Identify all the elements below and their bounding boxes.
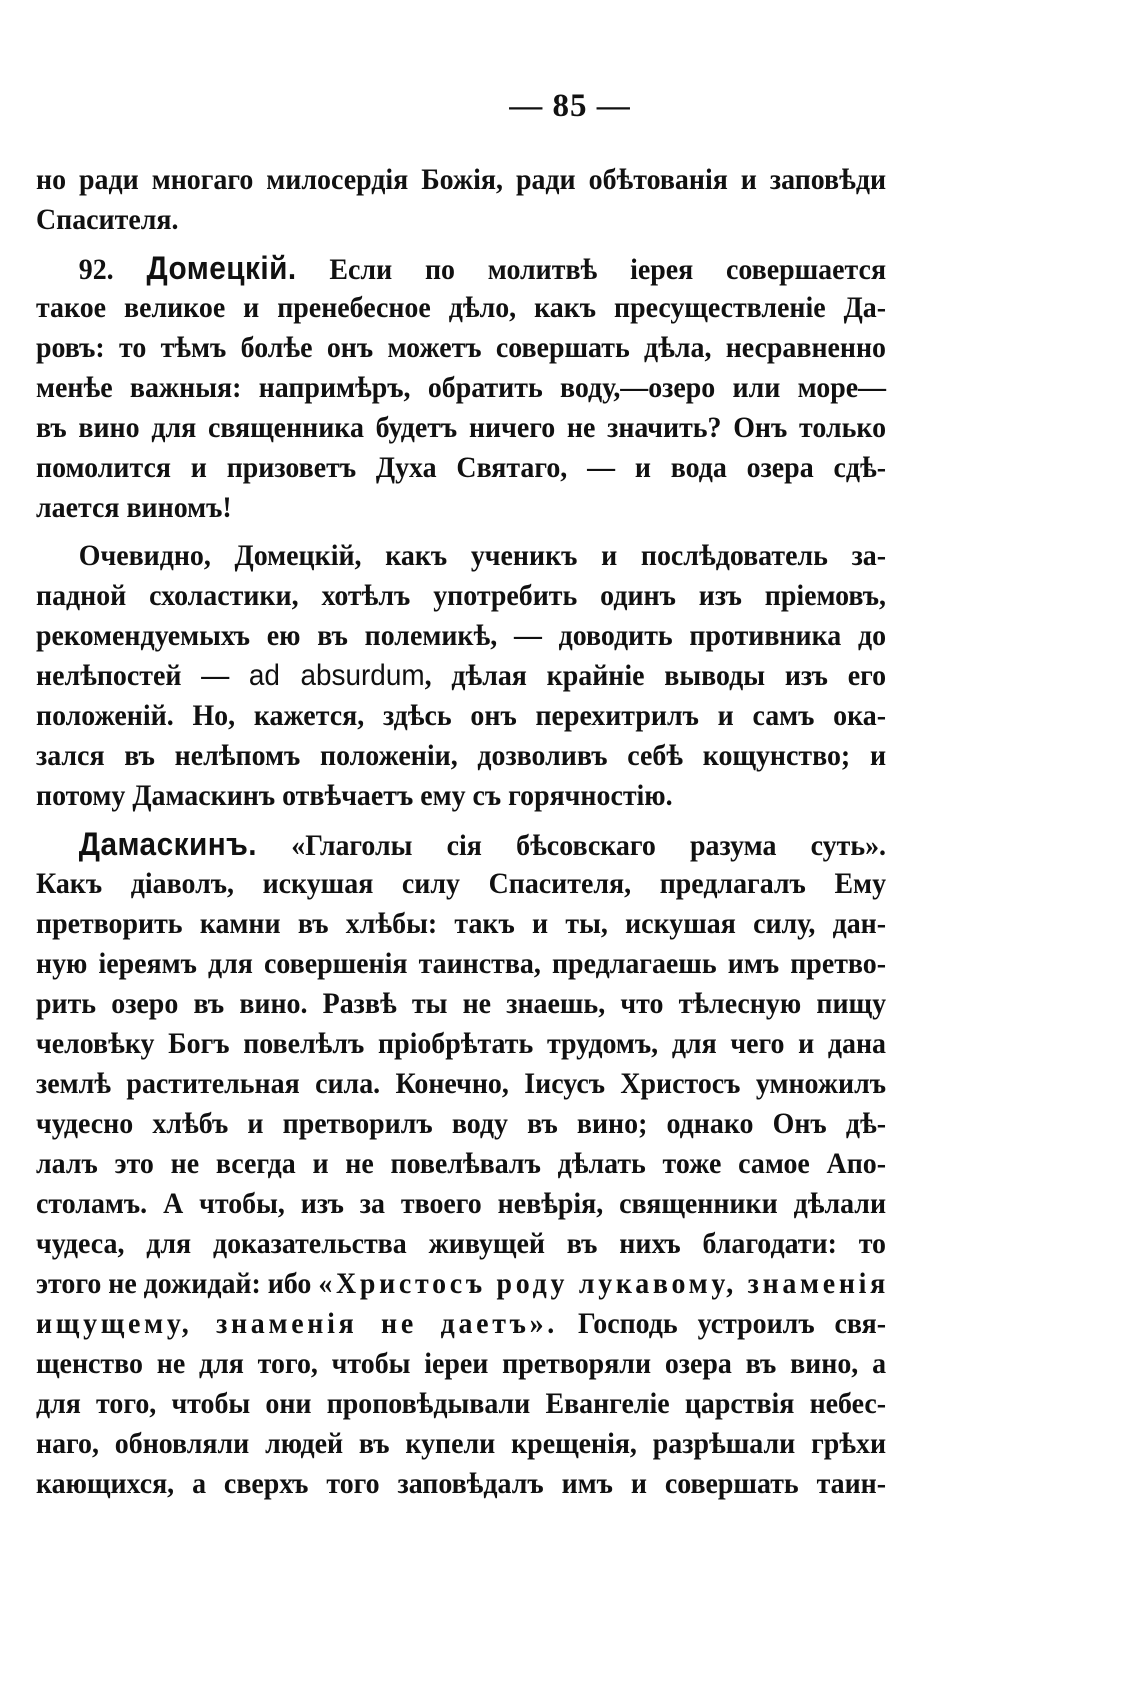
text-line: землѣ растительная сила. Конечно, Іисусъ Христосъ умножилъ: [36, 1067, 887, 1100]
text-line: человѣку Богъ повелѣлъ пріобрѣтать трудомъ, для чего и дана: [36, 1027, 887, 1060]
scripture-quote: ищущему, знаменія не даетъ».: [36, 1307, 559, 1340]
text-fragment: Господь устроилъ свя-: [558, 1307, 887, 1340]
text-line: столамъ. А чтобы, изъ за твоего невѣрія, священники дѣлали: [36, 1187, 887, 1220]
text-line: наго, обновляли людей въ купели крещенія, разрѣшали грѣхи: [36, 1427, 887, 1460]
text-line: Спасителя.: [36, 203, 179, 236]
text-line: [36, 656, 886, 696]
speaker-name: Дамаскинъ.: [78, 826, 258, 862]
text-fragment: этого не дожидай: ибо: [36, 1267, 319, 1300]
text-fragment: «Глаголы сія бѣсовскаго разума суть».: [291, 829, 887, 862]
text-line: такое великое и пренебесное дѣло, какъ пресуществленіе Да-: [36, 291, 887, 324]
text-fragment: Если по молитвѣ іерея совершается: [329, 253, 887, 286]
latin-phrase: ad absurdum: [248, 659, 425, 692]
text-line: менѣе важныя: напримѣръ, обратить воду,—озеро или море—: [36, 371, 887, 404]
text-line: помолится и призоветъ Духа Святаго, — и вода озера сдѣ-: [36, 451, 887, 484]
text-line: падной схоластики, хотѣлъ употребить одинъ изъ пріемовъ,: [36, 579, 887, 612]
text-line: рить озеро въ вино. Развѣ ты не знаешь, что тѣлесную пищу: [36, 987, 887, 1020]
text-line: лается виномъ!: [36, 491, 232, 524]
text-line: [36, 1264, 889, 1304]
text-line: рекомендуемыхъ ею въ полемикѣ, — доводить противника до: [36, 619, 887, 652]
text-fragment: , дѣлая крайніе выводы изъ его: [424, 659, 887, 692]
text-line: Какъ діаволъ, искушая силу Спасителя, предлагалъ Ему: [36, 867, 887, 900]
text-line: претворить камни въ хлѣбы: такъ и ты, искушая силу, дан-: [36, 907, 887, 940]
text-line: ровъ: то тѣмъ болѣе онъ можетъ совершать дѣла, несравненно: [36, 331, 887, 364]
text-line: чудесно хлѣбъ и претворилъ воду въ вино; однако Онъ дѣ-: [36, 1107, 887, 1140]
text-line: [36, 1304, 886, 1344]
text-line: но ради многаго милосердія Божія, ради обѣтованія и заповѣди: [36, 163, 887, 196]
text-line: ную іереямъ для совершенія таинства, предлагаешь имъ претво-: [36, 947, 887, 980]
text-line: зался въ нелѣпомъ положеніи, дозволивъ себѣ кощунство; и: [36, 739, 887, 772]
text-line: положеній. Но, кажется, здѣсь онъ перехитрилъ и самъ ока-: [36, 699, 887, 732]
text-line: [36, 824, 886, 864]
text-line: Очевидно, Домецкій, какъ ученикъ и послѣдователь за-: [78, 539, 887, 572]
text-line: [36, 248, 886, 288]
text-line: чудеса, для доказательства живущей въ нихъ благодати: то: [36, 1227, 887, 1260]
text-line: щенство не для того, чтобы іереи претворяли озера въ вино, а: [36, 1347, 887, 1380]
text-line: кающихся, а сверхъ того заповѣдалъ имъ и совершать таин-: [36, 1467, 887, 1500]
speaker-name: Домецкій.: [146, 250, 297, 286]
paragraph-number: 92.: [78, 253, 114, 286]
text-fragment: нелѣпостей —: [36, 659, 249, 692]
text-line: для того, чтобы они проповѣдывали Евангеліе царствія небес-: [36, 1387, 887, 1420]
text-line: потому Дамаскинъ отвѣчаетъ ему съ горячностію.: [36, 779, 673, 812]
scripture-quote: «Христосъ роду лукавому, знаменія: [318, 1267, 889, 1300]
text-line: лалъ это не всегда и не повелѣвалъ дѣлать тоже самое Апо-: [36, 1147, 887, 1180]
page-number: — 85 —: [509, 88, 631, 124]
text-line: въ вино для священника будетъ ничего не значить? Онъ только: [36, 411, 887, 444]
body-text: [36, 160, 889, 1504]
